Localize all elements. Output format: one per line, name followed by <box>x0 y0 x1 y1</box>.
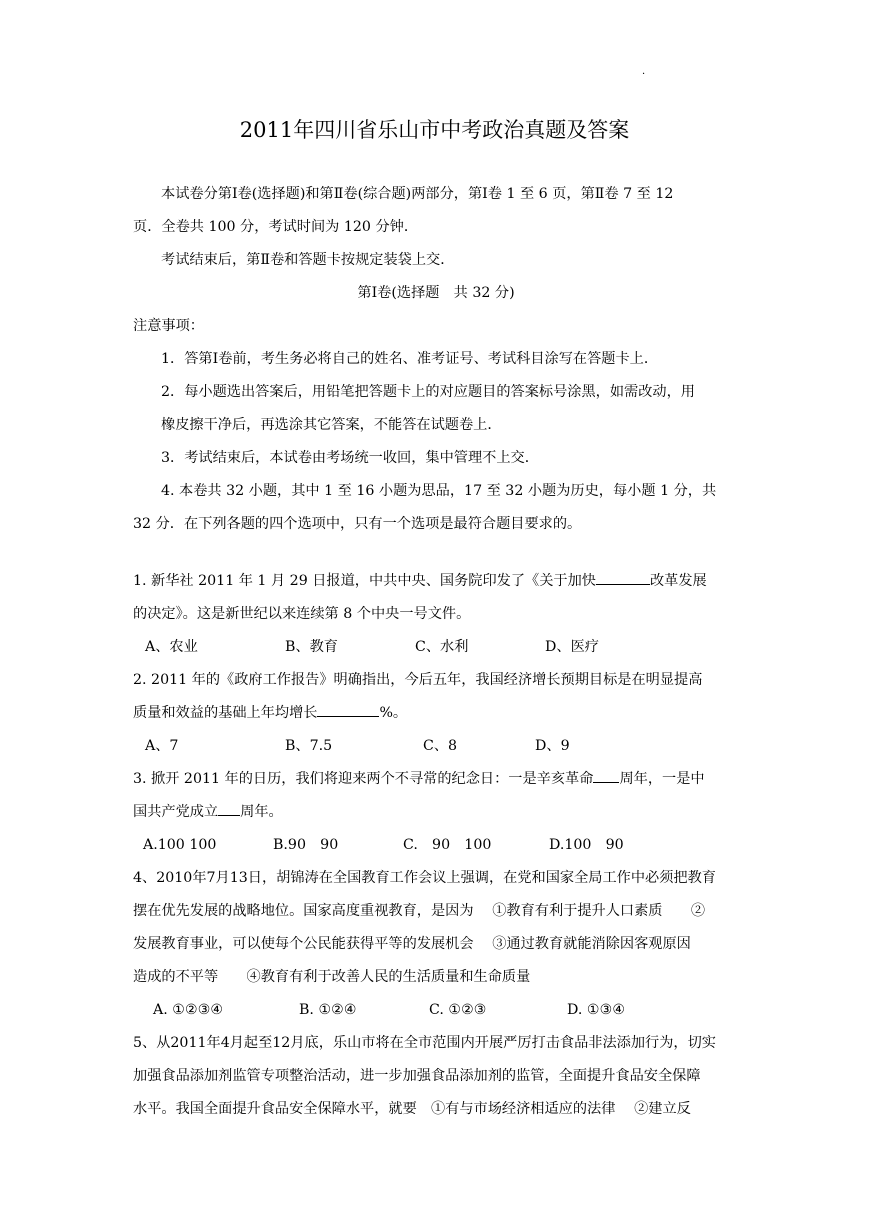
question-1-line-1 <box>133 565 739 598</box>
notes-heading: 注意事项： <box>133 318 204 334</box>
question-1-options <box>133 631 739 664</box>
option-b: B. ①②④ <box>299 1002 357 1018</box>
question-1-text-post: 改革发展 <box>649 573 707 589</box>
intro-line-1: 本试卷分第Ⅰ卷(选择题)和第Ⅱ卷(综合题)两部分，第Ⅰ卷 1 至 6 页，第Ⅱ卷 7 至 12 <box>161 186 674 202</box>
answer-blank <box>218 801 240 816</box>
option-d: D.100 90 <box>549 837 624 853</box>
answer-blank <box>596 570 650 585</box>
option-d: D、医疗 <box>545 639 599 655</box>
question-4-line-3: 发展教育事业，可以使每个公民能获得平等的发展机会 ③通过教育就能消除因客观原因 <box>133 936 691 952</box>
question-3-options <box>133 829 739 862</box>
page-title: 2011年四川省乐山市中考政治真题及答案 <box>239 118 630 142</box>
option-c: C. 90 100 <box>403 837 492 853</box>
note-2-line-1: 2．每小题选出答案后，用铅笔把答题卡上的对应题目的答案标号涂黑，如需改动，用 <box>161 384 695 400</box>
question-3-line-2 <box>133 796 739 829</box>
question-3-text-pre-2: 国共产党成立 <box>133 804 219 820</box>
option-a: A. ①②③④ <box>153 1002 224 1018</box>
note-1: 1．答第Ⅰ卷前，考生务必将自己的姓名、准考证号、考试科目涂写在答题卡上． <box>161 351 659 367</box>
question-2-text-pre: 质量和效益的基础上年均增长 <box>133 705 318 721</box>
option-d: D. ①③④ <box>567 1002 626 1018</box>
answer-blank <box>317 702 379 717</box>
option-a: A、7 <box>145 738 179 754</box>
option-b: B.90 90 <box>273 837 339 853</box>
option-d: D、9 <box>535 738 570 754</box>
question-5-line-3: 水平。我国全面提升食品安全保障水平，就要 ①有与市场经济相适应的法律 ②建立反 <box>133 1101 691 1117</box>
option-c: C、8 <box>423 738 458 754</box>
question-2-line-2 <box>133 697 739 730</box>
spacer <box>133 541 739 565</box>
note-4-line-2: 32 分．在下列各题的四个选项中，只有一个选项是最符合题目要求的。 <box>133 516 582 532</box>
question-4-line-2: 摆在优先发展的战略地位。国家高度重视教育，是因为 ①教育有利于提升人口素质 ② <box>133 903 706 919</box>
question-3-text-post: 周年。 <box>240 804 283 820</box>
question-3-line-1 <box>133 763 739 796</box>
note-2-line-2: 橡皮擦干净后，再选涂其它答案，不能答在试题卷上． <box>161 417 502 433</box>
question-4-options <box>133 994 739 1027</box>
document-body <box>133 178 739 1126</box>
intro-line-2: 页．全卷共 100 分，考试时间为 120 分钟． <box>133 219 419 235</box>
option-b: B、教育 <box>285 639 338 655</box>
option-c: C、水利 <box>415 639 469 655</box>
question-1-line-2: 的决定》。这是新世纪以来连续第 8 个中央一号文件。 <box>133 606 471 622</box>
note-3: 3．考试结束后，本试卷由考场统一收回，集中管理不上交． <box>161 450 539 466</box>
answer-blank <box>593 768 619 783</box>
option-a: A.100 100 <box>143 837 217 853</box>
question-3-text-mid: 周年，一是中 <box>619 771 705 787</box>
question-3-text-pre: 3. 掀开 2011 年的日历，我们将迎来两个不寻常的纪念日：一是辛亥革命 <box>133 771 594 787</box>
intro-line-3: 考试结束后，第Ⅱ卷和答题卡按规定装袋上交． <box>161 252 455 268</box>
question-1-text-pre: 1. 新华社 2011 年 1 月 29 日报道，中共中央、国务院印发了《关于加快 <box>133 573 596 589</box>
option-c: C. ①②③ <box>429 1002 487 1018</box>
corner-mark: · <box>642 69 646 80</box>
note-4-line-1: 4. 本卷共 32 小题，其中 1 至 16 小题为思品，17 至 32 小题为历史，每小题 1 分，共 <box>161 483 717 499</box>
section-title: 第Ⅰ卷(选择题 共 32 分) <box>357 285 515 301</box>
question-4-line-4: 造成的不平等 ④教育有利于改善人民的生活质量和生命质量 <box>133 969 531 985</box>
question-2-line-1: 2. 2011 年的《政府工作报告》明确指出，今后五年，我国经济增长预期目标是在明显提高 <box>133 672 703 688</box>
option-a: A、农业 <box>145 639 198 655</box>
question-2-options <box>133 730 739 763</box>
question-5-line-1: 5、从2011年4月起至12月底，乐山市将在全市范围内开展严厉打击食品非法添加行为，切实 <box>133 1035 716 1051</box>
option-b: B、7.5 <box>285 738 333 754</box>
question-2-text-post: %。 <box>379 705 408 721</box>
question-4-line-1: 4、2010年7月13日，胡锦涛在全国教育工作会议上强调，在党和国家全局工作中必须把教育 <box>133 870 716 886</box>
question-5-line-2: 加强食品添加剂监管专项整治活动，进一步加强食品添加剂的监管，全面提升食品安全保障 <box>133 1068 701 1084</box>
